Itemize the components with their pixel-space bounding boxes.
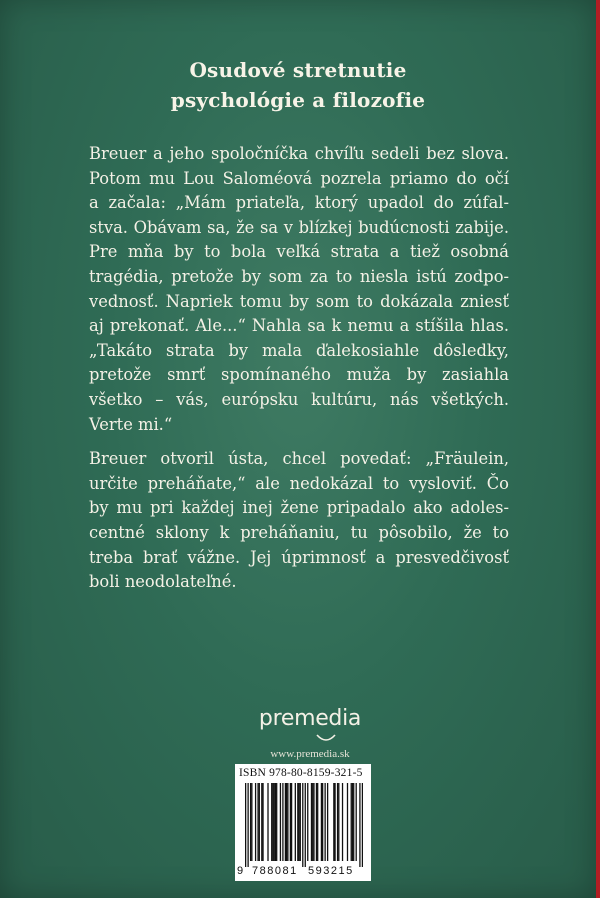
blurb-line: a začala: „Mám priateľa, ktorý upadol do zúfal- <box>89 193 509 213</box>
headline-line-2: psychológie a filozofie <box>170 88 426 112</box>
barcode-digits-right: 593215 <box>308 865 354 877</box>
blurb-line: Verte mi.“ <box>89 414 173 434</box>
blurb-line: vednosť. Napriek tomu by som to dokázala zniesť <box>89 291 509 311</box>
blurb-paragraph-2 <box>89 447 509 595</box>
isbn-number: ISBN 978-80-8159-321-5 <box>239 767 363 779</box>
spine-edge <box>596 0 600 898</box>
blurb-line: určite preháňate,“ ale nedokázal to vysloviť. Čo <box>89 473 509 493</box>
cover-headline <box>0 55 596 115</box>
blurb-paragraph-1 <box>89 142 509 437</box>
blurb-line: stva. Obávam sa, že sa v blízkej budúcnosti zabije. <box>89 217 509 237</box>
blurb-text <box>89 142 509 595</box>
publisher-logo: premedia <box>258 706 362 731</box>
blurb-line: treba brať vážne. Jej úprimnosť a presvedčivosť <box>89 547 509 567</box>
blurb-line: aj prekonať. Ale...“ Nahla sa k nemu a stíšila hlas. <box>89 316 509 336</box>
headline-line-1: Osudové stretnutie <box>189 58 407 82</box>
barcode-icon <box>245 783 363 867</box>
blurb-line: centné sklony k preháňaniu, tu pôsobilo, že to <box>89 522 509 542</box>
blurb-line: Breuer otvoril ústa, chcel povedať: „Fräulein, <box>89 449 509 469</box>
barcode-label <box>235 764 371 881</box>
blurb-line: boli neodolateľné. <box>89 572 237 592</box>
barcode-digit-first: 9 <box>237 865 245 877</box>
blurb-line: „Takáto strata by mala ďalekosiahle dôsledky, <box>89 340 509 360</box>
blurb-line: Potom mu Lou Saloméová pozrela priamo do očí <box>89 168 509 188</box>
blurb-line: pretože smrť spomínaného muža by zasiahla <box>89 365 509 385</box>
publisher-website: www.premedia.sk <box>270 748 350 760</box>
blurb-line: Pre mňa by to bola veľká strata a tiež osobná <box>89 242 509 262</box>
blurb-line: tragédia, pretože by som za to niesla istú zodpo- <box>89 266 509 286</box>
blurb-line: Breuer a jeho spoločníčka chvíľu sedeli bez slova. <box>89 144 509 163</box>
publisher-swoosh-icon <box>316 733 336 743</box>
blurb-line: by mu pri každej inej žene pripadalo ako adoles- <box>89 498 509 518</box>
barcode-digits-left: 788081 <box>252 865 298 877</box>
blurb-line: všetko – vás, európsku kultúru, nás všetkých. <box>89 389 509 409</box>
